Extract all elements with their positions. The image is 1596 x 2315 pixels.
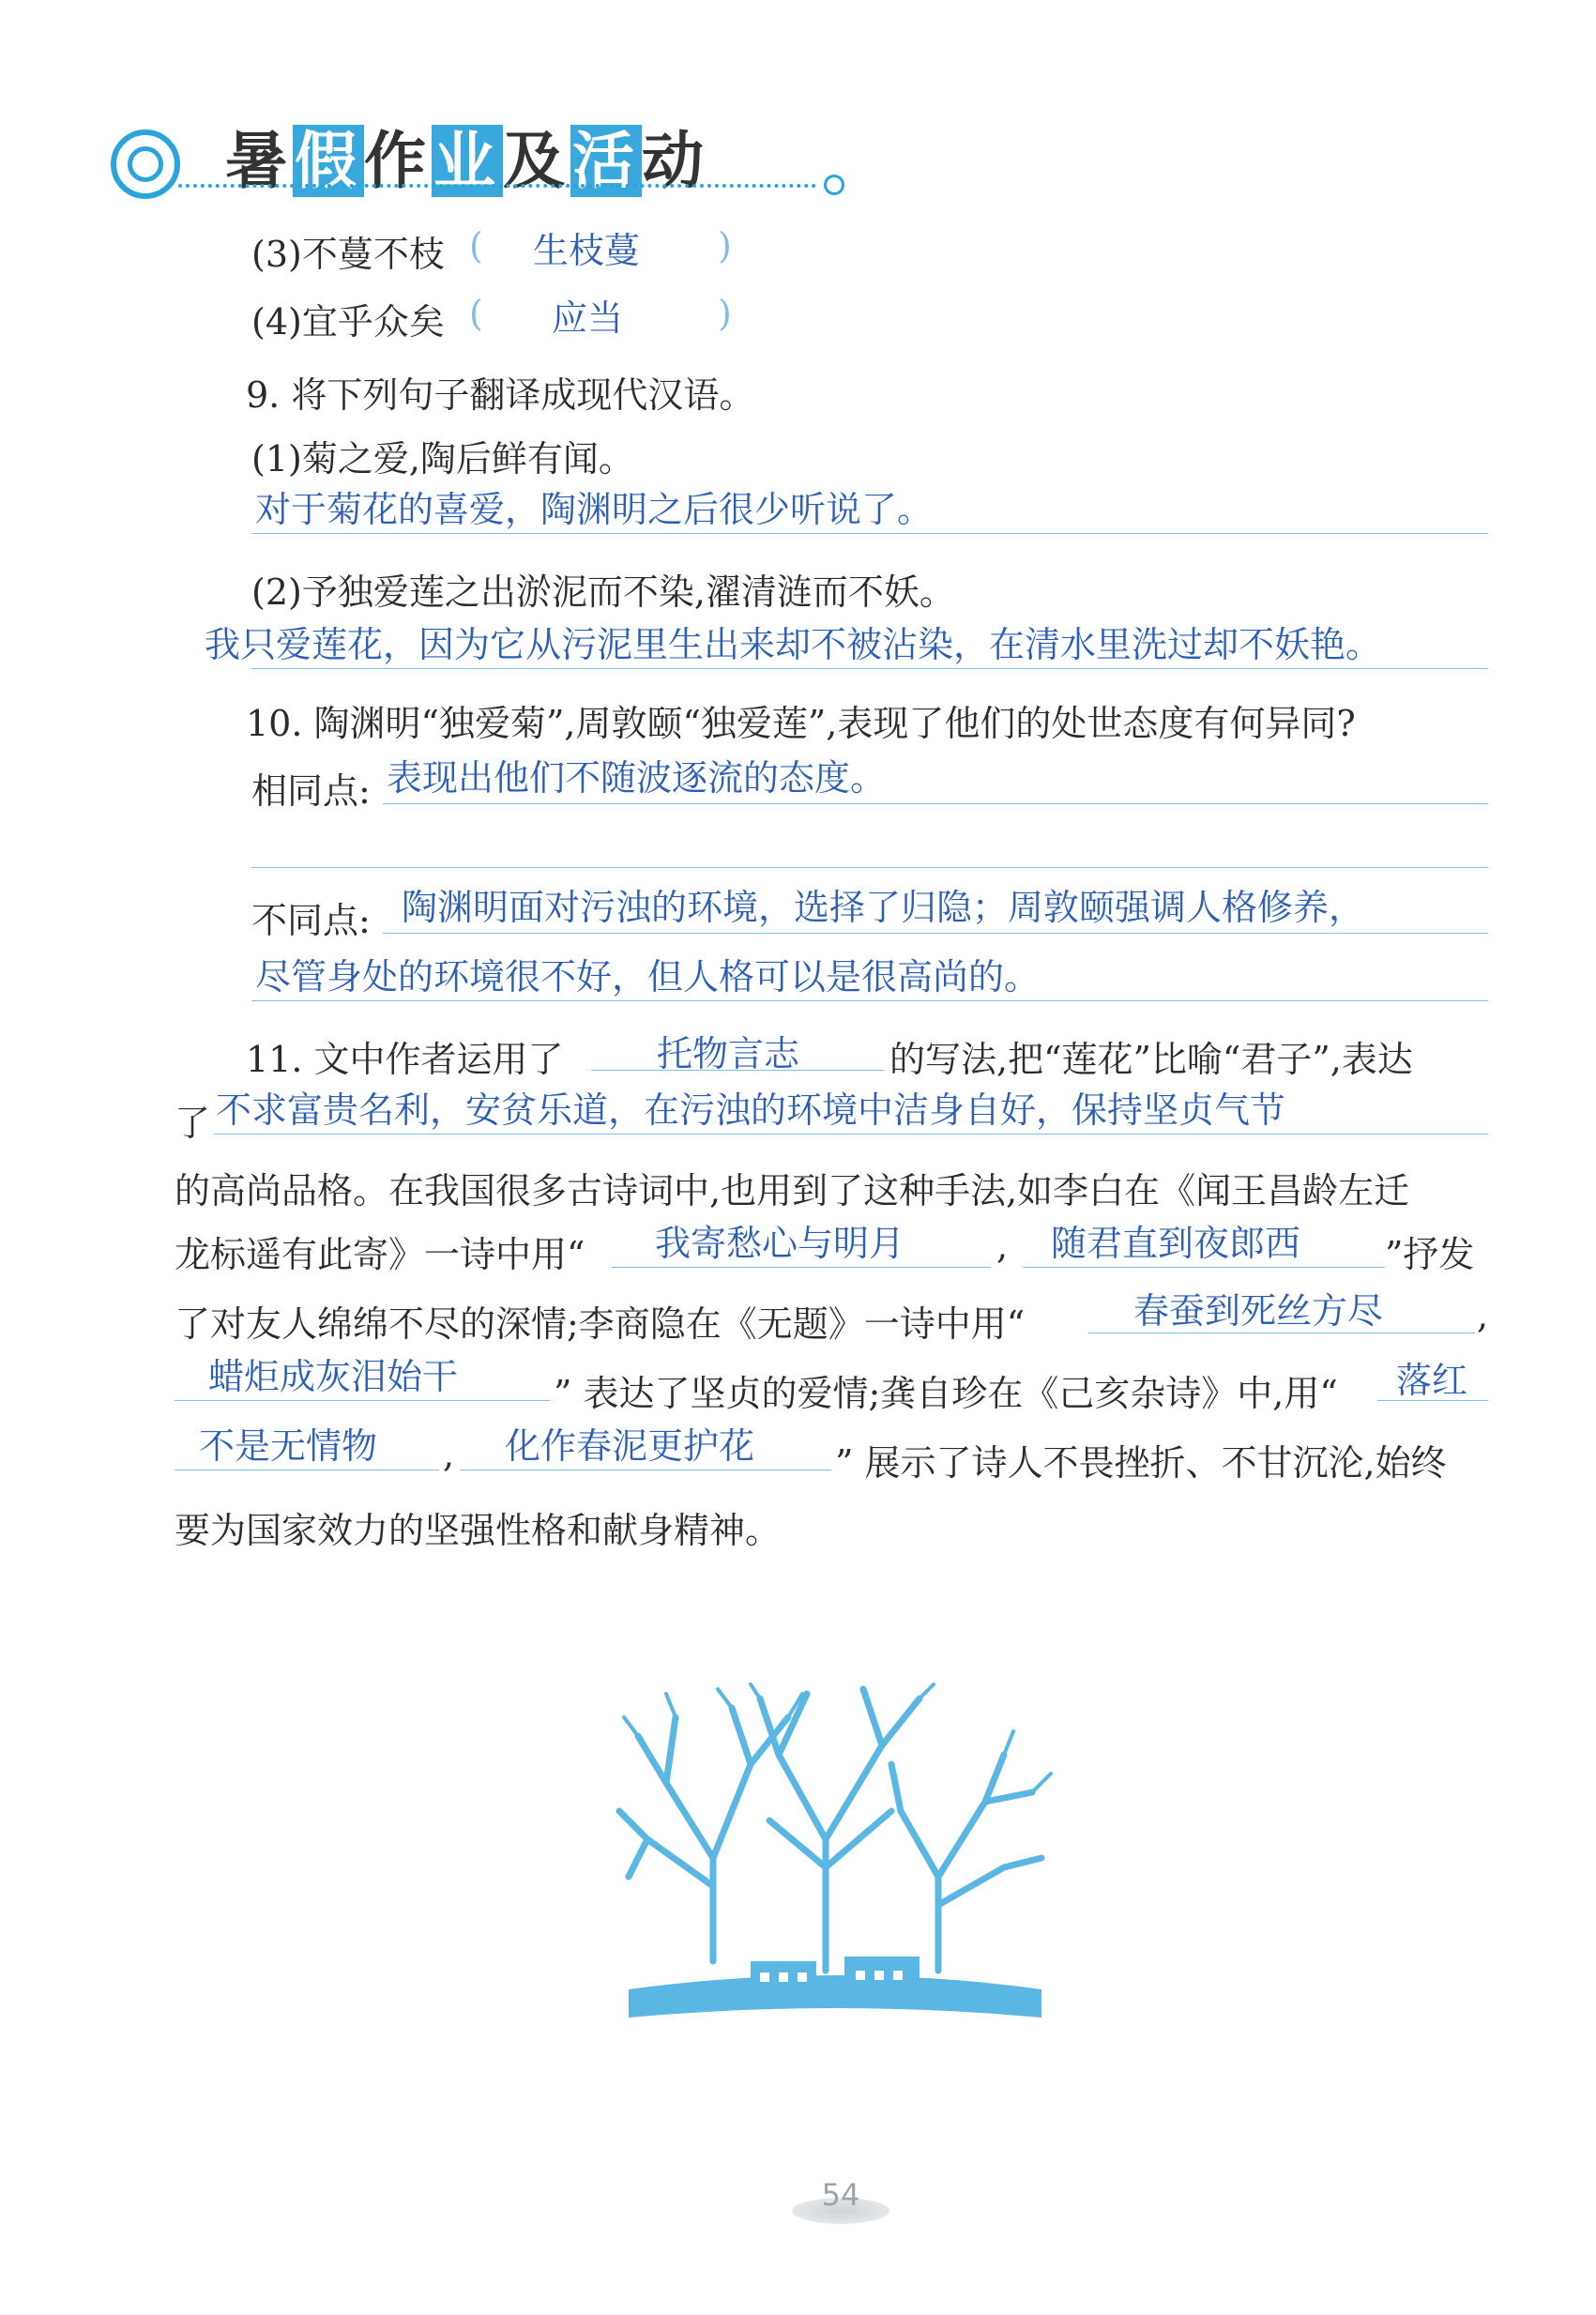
q11-text: 的高尚品格。在我国很多古诗词中,也用到了这种手法,如李白在《闻王昌龄左迁 xyxy=(175,1170,1410,1211)
q8-item4-answer: 应当 xyxy=(552,297,624,339)
answer-line xyxy=(251,668,1488,669)
q11-text: ” 表达了坚贞的爱情;龚自珍在《己亥杂诗》中,用“ xyxy=(554,1373,1338,1414)
q11-text: 龙标遥有此寄》一诗中用“ xyxy=(175,1234,585,1275)
winter-trees-illustration xyxy=(610,1680,1060,2055)
q11-text: 的写法,把“莲花”比喻“君子”,表达 xyxy=(889,1039,1413,1080)
answer-line xyxy=(251,533,1488,534)
answer-line xyxy=(175,1400,550,1401)
header-char-highlight: 业 xyxy=(433,125,501,197)
q10-same-label: 相同点: xyxy=(251,770,371,812)
close-paren: ) xyxy=(718,225,732,267)
q8-item4-label: (4)宜乎众矣 xyxy=(251,301,445,343)
q10-diff-answer1: 陶渊明面对污浊的环境，选择了归隐；周敦颐强调人格修养， xyxy=(402,887,1365,928)
header-char-highlight: 假 xyxy=(295,125,362,197)
answer-line xyxy=(383,803,1488,804)
q11-answer-poem2a: 春蚕到死丝方尽 xyxy=(1133,1290,1384,1332)
open-paren: ( xyxy=(469,293,483,334)
q11-text: ” 展示了诗人不畏挫折、不甘沉沦,始终 xyxy=(835,1442,1447,1484)
header-char: 作 xyxy=(364,125,432,197)
answer-line xyxy=(612,1267,991,1268)
answer-line xyxy=(383,933,1488,934)
q11-text: 11. 文中作者运用了 xyxy=(246,1039,564,1080)
header-char: 暑 xyxy=(225,125,293,197)
header-dotted-line xyxy=(178,184,816,188)
answer-line xyxy=(214,1134,1488,1135)
q11-text: ”抒发 xyxy=(1385,1234,1475,1275)
q8-item3-label: (3)不蔓不枝 xyxy=(251,234,445,275)
header-circle-icon xyxy=(111,129,180,199)
answer-line xyxy=(591,1070,884,1071)
q11-answer-poem3a: 落红 xyxy=(1396,1360,1468,1401)
q11-answer-poem2b: 蜡炬成灰泪始干 xyxy=(208,1356,459,1397)
q11-text: 了对友人绵绵不尽的深情;李商隐在《无题》一诗中用“ xyxy=(175,1303,1026,1345)
header-char: 动 xyxy=(642,125,709,197)
q10-same-answer: 表现出他们不随波逐流的态度。 xyxy=(387,757,887,799)
q10-diff-answer2: 尽管身处的环境很不好，但人格可以是很高尚的。 xyxy=(255,956,1041,998)
q11-answer-method: 托物言志 xyxy=(657,1033,800,1074)
q11-answer-poem1a: 我寄愁心与明月 xyxy=(655,1223,905,1264)
q11-answer-poem3b: 不是无情物 xyxy=(199,1425,378,1467)
page-number: 54 xyxy=(803,2177,878,2218)
q9-sentence1: (1)菊之爱,陶后鲜有闻。 xyxy=(251,438,634,480)
q11-comma: , xyxy=(1477,1295,1489,1336)
answer-line xyxy=(251,867,1488,868)
answer-line xyxy=(1023,1267,1385,1268)
open-paren: ( xyxy=(469,225,483,267)
q11-comma: , xyxy=(443,1434,455,1475)
answer-line xyxy=(251,1000,1488,1001)
header-char-highlight: 活 xyxy=(572,125,640,197)
q10-prompt: 10. 陶渊明“独爱菊”,周敦颐“独爱莲”,表现了他们的处世态度有何异同? xyxy=(246,703,1356,744)
q11-answer-poem1b: 随君直到夜郎西 xyxy=(1051,1223,1301,1264)
header-char: 及 xyxy=(503,125,570,197)
q11-text: 要为国家效力的坚强性格和献身精神。 xyxy=(175,1510,782,1551)
header-end-circle xyxy=(824,175,844,195)
q11-answer-quality: 不求富贵名利，安贫乐道，在污浊的环境中洁身自好，保持坚贞气节 xyxy=(216,1089,1286,1131)
q11-text: 了 xyxy=(175,1103,211,1144)
q9-answer1: 对于菊花的喜爱，陶渊明之后很少听说了。 xyxy=(255,489,934,530)
q9-answer2: 我只爱莲花，因为它从污泥里生出来却不被沾染，在清水里洗过却不妖艳。 xyxy=(205,624,1382,665)
q11-comma: , xyxy=(996,1226,1009,1267)
answer-line xyxy=(1377,1400,1488,1401)
q9-sentence2: (2)予独爱莲之出淤泥而不染,濯清涟而不妖。 xyxy=(251,571,955,613)
q10-diff-label: 不同点: xyxy=(251,900,371,941)
close-paren: ) xyxy=(718,293,732,334)
q8-item3-answer: 生枝蔓 xyxy=(533,230,641,271)
q11-answer-poem3c: 化作春泥更护花 xyxy=(505,1425,755,1467)
q9-prompt: 9. 将下列句子翻译成现代汉语。 xyxy=(246,374,755,416)
